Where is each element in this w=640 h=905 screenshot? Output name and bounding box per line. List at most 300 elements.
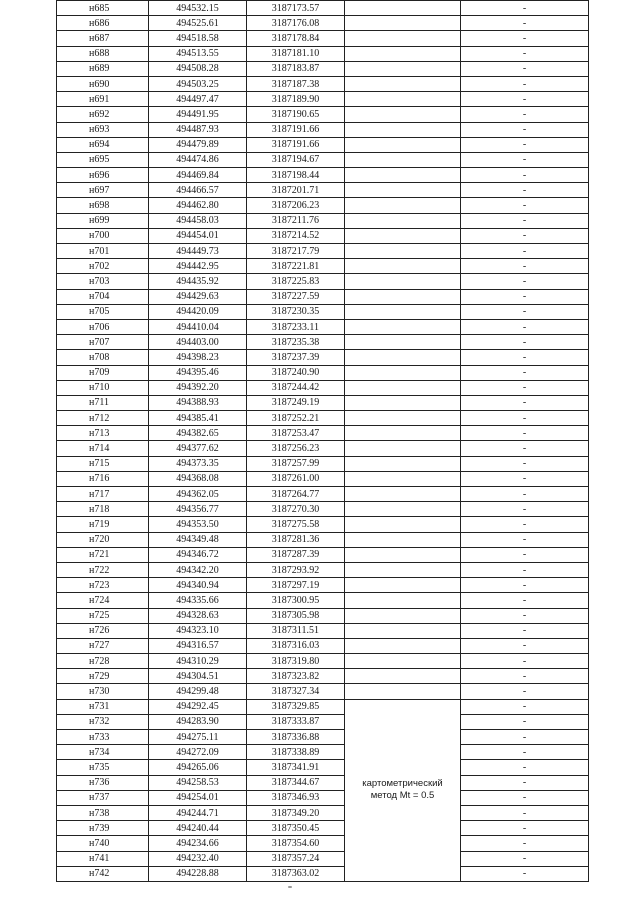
table-row (57, 562, 589, 577)
table-row (57, 289, 589, 304)
point-number-cell: н712 (57, 411, 149, 426)
table-row (57, 107, 589, 122)
point-number-cell: н733 (57, 730, 149, 745)
table-row (57, 152, 589, 167)
coordinates-table-body (57, 1, 589, 882)
y-coordinate-cell: 3187357.24 (247, 851, 345, 866)
y-coordinate-cell: 3187189.90 (247, 92, 345, 107)
x-coordinate-cell: 494491.95 (149, 107, 247, 122)
x-coordinate-cell: 494497.47 (149, 92, 247, 107)
mark-cell: - (461, 623, 589, 638)
method-cell (345, 319, 461, 334)
x-coordinate-cell: 494513.55 (149, 46, 247, 61)
method-cell (345, 137, 461, 152)
point-number-cell: н694 (57, 137, 149, 152)
point-number-cell: н718 (57, 502, 149, 517)
mark-cell: - (461, 517, 589, 532)
point-number-cell: н741 (57, 851, 149, 866)
method-cell (345, 274, 461, 289)
table-row (57, 456, 589, 471)
table-row (57, 532, 589, 547)
mark-cell: - (461, 760, 589, 775)
mark-cell: - (461, 228, 589, 243)
table-row (57, 92, 589, 107)
x-coordinate-cell: 494272.09 (149, 745, 247, 760)
point-number-cell: н711 (57, 395, 149, 410)
x-coordinate-cell: 494429.63 (149, 289, 247, 304)
mark-cell: - (461, 304, 589, 319)
table-row (57, 168, 589, 183)
y-coordinate-cell: 3187190.65 (247, 107, 345, 122)
x-coordinate-cell: 494458.03 (149, 213, 247, 228)
point-number-cell: н690 (57, 76, 149, 91)
table-row (57, 137, 589, 152)
point-number-cell: н740 (57, 836, 149, 851)
x-coordinate-cell: 494283.90 (149, 714, 247, 729)
mark-cell: - (461, 335, 589, 350)
mark-cell: - (461, 137, 589, 152)
method-cell (345, 152, 461, 167)
y-coordinate-cell: 3187329.85 (247, 699, 345, 714)
point-number-cell: н736 (57, 775, 149, 790)
mark-cell: - (461, 365, 589, 380)
point-number-cell: н739 (57, 821, 149, 836)
mark-cell: - (461, 745, 589, 760)
method-cell (345, 411, 461, 426)
method-cell (345, 471, 461, 486)
x-coordinate-cell: 494234.66 (149, 836, 247, 851)
x-coordinate-cell: 494388.93 (149, 395, 247, 410)
y-coordinate-cell: 3187211.76 (247, 213, 345, 228)
mark-cell: - (461, 289, 589, 304)
x-coordinate-cell: 494487.93 (149, 122, 247, 137)
point-number-cell: н723 (57, 578, 149, 593)
method-cell (345, 61, 461, 76)
point-number-cell: н699 (57, 213, 149, 228)
mark-cell: - (461, 31, 589, 46)
x-coordinate-cell: 494382.65 (149, 426, 247, 441)
mark-cell: - (461, 244, 589, 259)
y-coordinate-cell: 3187201.71 (247, 183, 345, 198)
mark-cell: - (461, 471, 589, 486)
mark-cell: - (461, 608, 589, 623)
table-row (57, 365, 589, 380)
y-coordinate-cell: 3187214.52 (247, 228, 345, 243)
y-coordinate-cell: 3187191.66 (247, 137, 345, 152)
point-number-cell: н713 (57, 426, 149, 441)
method-cell (345, 1, 461, 16)
x-coordinate-cell: 494462.80 (149, 198, 247, 213)
x-coordinate-cell: 494335.66 (149, 593, 247, 608)
mark-cell: - (461, 259, 589, 274)
table-row (57, 745, 589, 760)
mark-cell: - (461, 426, 589, 441)
point-number-cell: н697 (57, 183, 149, 198)
point-number-cell: н710 (57, 380, 149, 395)
y-coordinate-cell: 3187252.21 (247, 411, 345, 426)
y-coordinate-cell: 3187237.39 (247, 350, 345, 365)
x-coordinate-cell: 494323.10 (149, 623, 247, 638)
y-coordinate-cell: 3187316.03 (247, 638, 345, 653)
point-number-cell: н724 (57, 593, 149, 608)
point-number-cell: н696 (57, 168, 149, 183)
y-coordinate-cell: 3187333.87 (247, 714, 345, 729)
y-coordinate-cell: 3187187.38 (247, 76, 345, 91)
table-row (57, 198, 589, 213)
y-coordinate-cell: 3187176.08 (247, 16, 345, 31)
y-coordinate-cell: 3187300.95 (247, 593, 345, 608)
point-number-cell: н729 (57, 669, 149, 684)
mark-cell: - (461, 1, 589, 16)
mark-cell: - (461, 562, 589, 577)
x-coordinate-cell: 494232.40 (149, 851, 247, 866)
y-coordinate-cell: 3187264.77 (247, 487, 345, 502)
method-cell (345, 517, 461, 532)
table-row (57, 259, 589, 274)
mark-cell: - (461, 456, 589, 471)
table-row (57, 441, 589, 456)
x-coordinate-cell: 494316.57 (149, 638, 247, 653)
point-number-cell: н726 (57, 623, 149, 638)
method-cell (345, 107, 461, 122)
mark-cell: - (461, 107, 589, 122)
mark-cell: - (461, 730, 589, 745)
point-number-cell: н709 (57, 365, 149, 380)
point-number-cell: н738 (57, 805, 149, 820)
y-coordinate-cell: 3187249.19 (247, 395, 345, 410)
x-coordinate-cell: 494299.48 (149, 684, 247, 699)
y-coordinate-cell: 3187191.66 (247, 122, 345, 137)
mark-cell: - (461, 395, 589, 410)
y-coordinate-cell: 3187178.84 (247, 31, 345, 46)
point-number-cell: н692 (57, 107, 149, 122)
method-text-line-1: картометрический (362, 778, 443, 790)
table-row (57, 76, 589, 91)
method-cell (345, 669, 461, 684)
table-row (57, 183, 589, 198)
mark-cell: - (461, 183, 589, 198)
method-cell (345, 168, 461, 183)
method-cell (345, 608, 461, 623)
x-coordinate-cell: 494310.29 (149, 654, 247, 669)
x-coordinate-cell: 494403.00 (149, 335, 247, 350)
y-coordinate-cell: 3187281.36 (247, 532, 345, 547)
y-coordinate-cell: 3187227.59 (247, 289, 345, 304)
method-cell (345, 593, 461, 608)
y-coordinate-cell: 3187256.23 (247, 441, 345, 456)
point-number-cell: н715 (57, 456, 149, 471)
method-cell (345, 31, 461, 46)
point-number-cell: н698 (57, 198, 149, 213)
table-row (57, 31, 589, 46)
mark-cell: - (461, 487, 589, 502)
method-cell (345, 654, 461, 669)
table-row (57, 335, 589, 350)
table-row (57, 16, 589, 31)
y-coordinate-cell: 3187244.42 (247, 380, 345, 395)
table-row (57, 821, 589, 836)
point-number-cell: н701 (57, 244, 149, 259)
y-coordinate-cell: 3187194.67 (247, 152, 345, 167)
point-number-cell: н734 (57, 745, 149, 760)
point-number-cell: н705 (57, 304, 149, 319)
mark-cell: - (461, 380, 589, 395)
y-coordinate-cell: 3187198.44 (247, 168, 345, 183)
table-row (57, 578, 589, 593)
point-number-cell: н725 (57, 608, 149, 623)
y-coordinate-cell: 3187336.88 (247, 730, 345, 745)
method-cell (345, 562, 461, 577)
x-coordinate-cell: 494265.06 (149, 760, 247, 775)
y-coordinate-cell: 3187230.35 (247, 304, 345, 319)
method-cell (345, 46, 461, 61)
point-number-cell: н703 (57, 274, 149, 289)
mark-cell: - (461, 775, 589, 790)
point-number-cell: н708 (57, 350, 149, 365)
table-row (57, 274, 589, 289)
point-number-cell: н702 (57, 259, 149, 274)
y-coordinate-cell: 3187350.45 (247, 821, 345, 836)
mark-cell: - (461, 152, 589, 167)
method-cell (345, 684, 461, 699)
y-coordinate-cell: 3187327.34 (247, 684, 345, 699)
x-coordinate-cell: 494342.20 (149, 562, 247, 577)
x-coordinate-cell: 494254.01 (149, 790, 247, 805)
x-coordinate-cell: 494449.73 (149, 244, 247, 259)
method-cell (345, 487, 461, 502)
x-coordinate-cell: 494356.77 (149, 502, 247, 517)
method-cell (345, 456, 461, 471)
method-cell (345, 228, 461, 243)
y-coordinate-cell: 3187354.60 (247, 836, 345, 851)
mark-cell: - (461, 46, 589, 61)
point-number-cell: н707 (57, 335, 149, 350)
y-coordinate-cell: 3187287.39 (247, 547, 345, 562)
method-cell (345, 183, 461, 198)
point-number-cell: н728 (57, 654, 149, 669)
point-number-cell: н693 (57, 122, 149, 137)
point-number-cell: н735 (57, 760, 149, 775)
mark-cell: - (461, 578, 589, 593)
mark-cell: - (461, 790, 589, 805)
x-coordinate-cell: 494435.92 (149, 274, 247, 289)
y-coordinate-cell: 3187235.38 (247, 335, 345, 350)
method-cell (345, 395, 461, 410)
point-number-cell: н700 (57, 228, 149, 243)
point-number-cell: н730 (57, 684, 149, 699)
mark-cell: - (461, 213, 589, 228)
mark-cell: - (461, 851, 589, 866)
method-cell (345, 244, 461, 259)
mark-cell: - (461, 714, 589, 729)
table-row (57, 623, 589, 638)
x-coordinate-cell: 494258.53 (149, 775, 247, 790)
mark-cell: - (461, 168, 589, 183)
x-coordinate-cell: 494479.89 (149, 137, 247, 152)
method-cell (345, 365, 461, 380)
point-number-cell: н689 (57, 61, 149, 76)
x-coordinate-cell: 494340.94 (149, 578, 247, 593)
x-coordinate-cell: 494392.20 (149, 380, 247, 395)
mark-cell: - (461, 319, 589, 334)
method-cell (345, 426, 461, 441)
table-row (57, 46, 589, 61)
method-cell (345, 623, 461, 638)
y-coordinate-cell: 3187240.90 (247, 365, 345, 380)
table-row (57, 350, 589, 365)
y-coordinate-cell: 3187338.89 (247, 745, 345, 760)
table-row (57, 411, 589, 426)
y-coordinate-cell: 3187297.19 (247, 578, 345, 593)
method-cell (345, 289, 461, 304)
x-coordinate-cell: 494442.95 (149, 259, 247, 274)
y-coordinate-cell: 3187233.11 (247, 319, 345, 334)
y-coordinate-cell: 3187293.92 (247, 562, 345, 577)
table-row (57, 547, 589, 562)
mark-cell: - (461, 502, 589, 517)
method-cell (345, 304, 461, 319)
mark-cell: - (461, 122, 589, 137)
x-coordinate-cell: 494466.57 (149, 183, 247, 198)
y-coordinate-cell: 3187270.30 (247, 502, 345, 517)
y-coordinate-cell: 3187346.93 (247, 790, 345, 805)
x-coordinate-cell: 494292.45 (149, 699, 247, 714)
method-cell (345, 92, 461, 107)
table-row (57, 638, 589, 653)
table-row (57, 669, 589, 684)
x-coordinate-cell: 494349.48 (149, 532, 247, 547)
table-row (57, 866, 589, 881)
x-coordinate-cell: 494240.44 (149, 821, 247, 836)
mark-cell: - (461, 805, 589, 820)
table-row (57, 502, 589, 517)
y-coordinate-cell: 3187221.81 (247, 259, 345, 274)
method-cell (345, 122, 461, 137)
table-row (57, 228, 589, 243)
x-coordinate-cell: 494508.28 (149, 61, 247, 76)
table-row (57, 654, 589, 669)
x-coordinate-cell: 494420.09 (149, 304, 247, 319)
point-number-cell: н731 (57, 699, 149, 714)
method-cell (345, 259, 461, 274)
point-number-cell: н727 (57, 638, 149, 653)
point-number-cell: н691 (57, 92, 149, 107)
table-row (57, 244, 589, 259)
y-coordinate-cell: 3187319.80 (247, 654, 345, 669)
y-coordinate-cell: 3187275.58 (247, 517, 345, 532)
method-text-line-2: метод Mt = 0.5 (370, 790, 435, 802)
method-cell (345, 547, 461, 562)
table-row (57, 213, 589, 228)
method-cell (345, 350, 461, 365)
x-coordinate-cell: 494454.01 (149, 228, 247, 243)
method-cell (345, 76, 461, 91)
y-coordinate-cell: 3187363.02 (247, 866, 345, 881)
table-row (57, 714, 589, 729)
table-row (57, 608, 589, 623)
table-row (57, 684, 589, 699)
y-coordinate-cell: 3187173.57 (247, 1, 345, 16)
y-coordinate-cell: 3187311.51 (247, 623, 345, 638)
mark-cell: - (461, 441, 589, 456)
x-coordinate-cell: 494353.50 (149, 517, 247, 532)
x-coordinate-cell: 494275.11 (149, 730, 247, 745)
method-cell (345, 16, 461, 31)
point-number-cell: н722 (57, 562, 149, 577)
x-coordinate-cell: 494469.84 (149, 168, 247, 183)
point-number-cell: н687 (57, 31, 149, 46)
x-coordinate-cell: 494346.72 (149, 547, 247, 562)
point-number-cell: н688 (57, 46, 149, 61)
mark-cell: - (461, 411, 589, 426)
mark-cell: - (461, 654, 589, 669)
table-row (57, 517, 589, 532)
point-number-cell: н714 (57, 441, 149, 456)
x-coordinate-cell: 494503.25 (149, 76, 247, 91)
mark-cell: - (461, 699, 589, 714)
mark-cell: - (461, 92, 589, 107)
mark-cell: - (461, 198, 589, 213)
point-number-cell: н695 (57, 152, 149, 167)
mark-cell: - (461, 593, 589, 608)
x-coordinate-cell: 494398.23 (149, 350, 247, 365)
table-row (57, 851, 589, 866)
method-cell (345, 502, 461, 517)
mark-cell: - (461, 61, 589, 76)
method-cell (345, 335, 461, 350)
y-coordinate-cell: 3187323.82 (247, 669, 345, 684)
y-coordinate-cell: 3187217.79 (247, 244, 345, 259)
method-cell-merged (345, 699, 461, 881)
point-number-cell: н721 (57, 547, 149, 562)
mark-cell: - (461, 532, 589, 547)
point-number-cell: н716 (57, 471, 149, 486)
mark-cell: - (461, 274, 589, 289)
table-row (57, 699, 589, 714)
mark-cell: - (461, 669, 589, 684)
x-coordinate-cell: 494385.41 (149, 411, 247, 426)
table-row (57, 790, 589, 805)
table-row (57, 730, 589, 745)
x-coordinate-cell: 494395.46 (149, 365, 247, 380)
x-coordinate-cell: 494373.35 (149, 456, 247, 471)
method-cell (345, 441, 461, 456)
method-cell (345, 532, 461, 547)
point-number-cell: н737 (57, 790, 149, 805)
table-row (57, 319, 589, 334)
table-row (57, 61, 589, 76)
method-cell (345, 578, 461, 593)
table-row (57, 836, 589, 851)
mark-cell: - (461, 547, 589, 562)
x-coordinate-cell: 494304.51 (149, 669, 247, 684)
y-coordinate-cell: 3187181.10 (247, 46, 345, 61)
point-number-cell: н720 (57, 532, 149, 547)
method-cell (345, 380, 461, 395)
table-row (57, 380, 589, 395)
y-coordinate-cell: 3187253.47 (247, 426, 345, 441)
mark-cell: - (461, 76, 589, 91)
page-speck (288, 886, 292, 888)
point-number-cell: н706 (57, 319, 149, 334)
x-coordinate-cell: 494532.15 (149, 1, 247, 16)
y-coordinate-cell: 3187349.20 (247, 805, 345, 820)
table-row (57, 1, 589, 16)
mark-cell: - (461, 638, 589, 653)
x-coordinate-cell: 494228.88 (149, 866, 247, 881)
point-number-cell: н719 (57, 517, 149, 532)
x-coordinate-cell: 494368.08 (149, 471, 247, 486)
